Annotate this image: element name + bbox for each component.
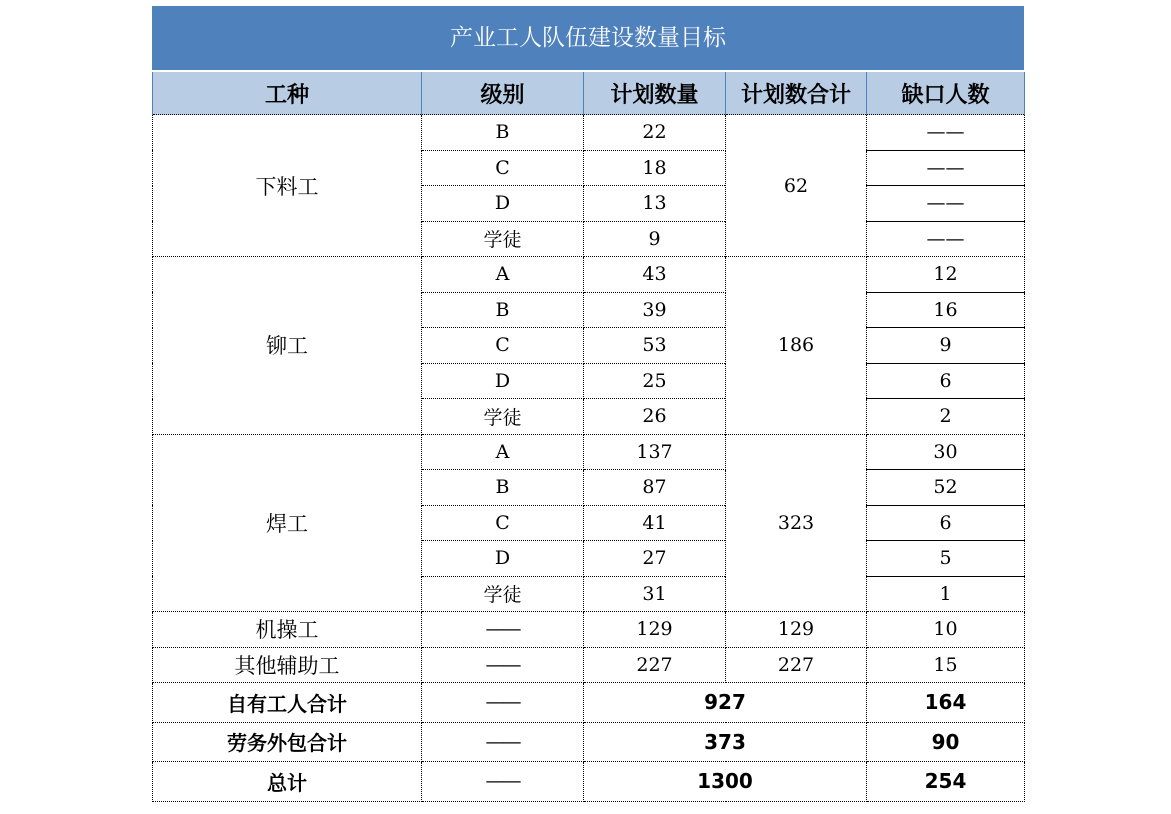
gap-cell: 12 [867, 257, 1025, 293]
table-row [153, 612, 1025, 648]
gap-cell: 5 [867, 541, 1025, 577]
planned-cell: 9 [584, 221, 726, 257]
planned-cell: 27 [584, 541, 726, 577]
subtotal-cell: 62 [726, 115, 867, 257]
header-planned: 计划数量 [584, 72, 726, 115]
planned-cell: 39 [584, 292, 726, 328]
level-cell: C [422, 505, 584, 541]
planned-cell: 18 [584, 150, 726, 186]
subtotal-cell: 129 [726, 612, 867, 648]
gap-cell: 2 [867, 399, 1025, 435]
planned-cell: 43 [584, 257, 726, 293]
level-cell: D [422, 541, 584, 577]
total-row [153, 762, 1025, 802]
gap-cell: —— [867, 186, 1025, 222]
gap-cell: 6 [867, 505, 1025, 541]
sheet-title: 产业工人队伍建设数量目标 [152, 6, 1024, 70]
total-label: 总计 [153, 762, 422, 802]
trade-cell: 铆工 [153, 257, 422, 435]
level-cell: B [422, 292, 584, 328]
gap-cell: 30 [867, 434, 1025, 470]
planned-cell: 137 [584, 434, 726, 470]
planned-cell: 31 [584, 576, 726, 612]
table-row [153, 257, 1025, 293]
planned-cell: 53 [584, 328, 726, 364]
header-gap: 缺口人数 [867, 72, 1025, 115]
workforce-target-sheet [152, 6, 1024, 802]
header-planned-total: 计划数合计 [726, 72, 867, 115]
level-cell: —— [422, 683, 584, 723]
planned-cell: 22 [584, 115, 726, 151]
level-cell: 学徒 [422, 576, 584, 612]
gap-total: 90 [867, 722, 1025, 762]
level-cell: D [422, 363, 584, 399]
header-trade: 工种 [153, 72, 422, 115]
level-cell: —— [422, 647, 584, 683]
subtotal-cell: 186 [726, 257, 867, 435]
level-cell: D [422, 186, 584, 222]
gap-cell: 52 [867, 470, 1025, 506]
level-cell: C [422, 150, 584, 186]
total-row [153, 722, 1025, 762]
level-cell: —— [422, 762, 584, 802]
planned-cell: 26 [584, 399, 726, 435]
table-row [153, 434, 1025, 470]
total-value: 1300 [584, 762, 867, 802]
planned-cell: 227 [584, 647, 726, 683]
planned-cell: 41 [584, 505, 726, 541]
level-cell: —— [422, 612, 584, 648]
table-row [153, 647, 1025, 683]
gap-cell: —— [867, 115, 1025, 151]
total-row [153, 683, 1025, 723]
subtotal-cell: 323 [726, 434, 867, 612]
subtotal-cell: 227 [726, 647, 867, 683]
gap-cell: 9 [867, 328, 1025, 364]
level-cell: B [422, 470, 584, 506]
level-cell: A [422, 257, 584, 293]
gap-cell: 1 [867, 576, 1025, 612]
gap-cell: —— [867, 150, 1025, 186]
gap-cell: 16 [867, 292, 1025, 328]
header-row [153, 72, 1025, 115]
gap-total: 164 [867, 683, 1025, 723]
level-cell: A [422, 434, 584, 470]
trade-cell: 下料工 [153, 115, 422, 257]
total-value: 927 [584, 683, 867, 723]
level-cell: 学徒 [422, 221, 584, 257]
gap-total: 254 [867, 762, 1025, 802]
gap-cell: 10 [867, 612, 1025, 648]
planned-cell: 25 [584, 363, 726, 399]
planned-cell: 13 [584, 186, 726, 222]
total-value: 373 [584, 722, 867, 762]
gap-cell: 15 [867, 647, 1025, 683]
table-row [153, 115, 1025, 151]
trade-cell: 焊工 [153, 434, 422, 612]
level-cell: C [422, 328, 584, 364]
gap-cell: 6 [867, 363, 1025, 399]
planned-cell: 87 [584, 470, 726, 506]
workforce-table [152, 72, 1025, 802]
level-cell: —— [422, 722, 584, 762]
total-label: 劳务外包合计 [153, 722, 422, 762]
trade-cell: 机操工 [153, 612, 422, 648]
planned-cell: 129 [584, 612, 726, 648]
level-cell: B [422, 115, 584, 151]
gap-cell: —— [867, 221, 1025, 257]
trade-cell: 其他辅助工 [153, 647, 422, 683]
header-level: 级别 [422, 72, 584, 115]
level-cell: 学徒 [422, 399, 584, 435]
total-label: 自有工人合计 [153, 683, 422, 723]
